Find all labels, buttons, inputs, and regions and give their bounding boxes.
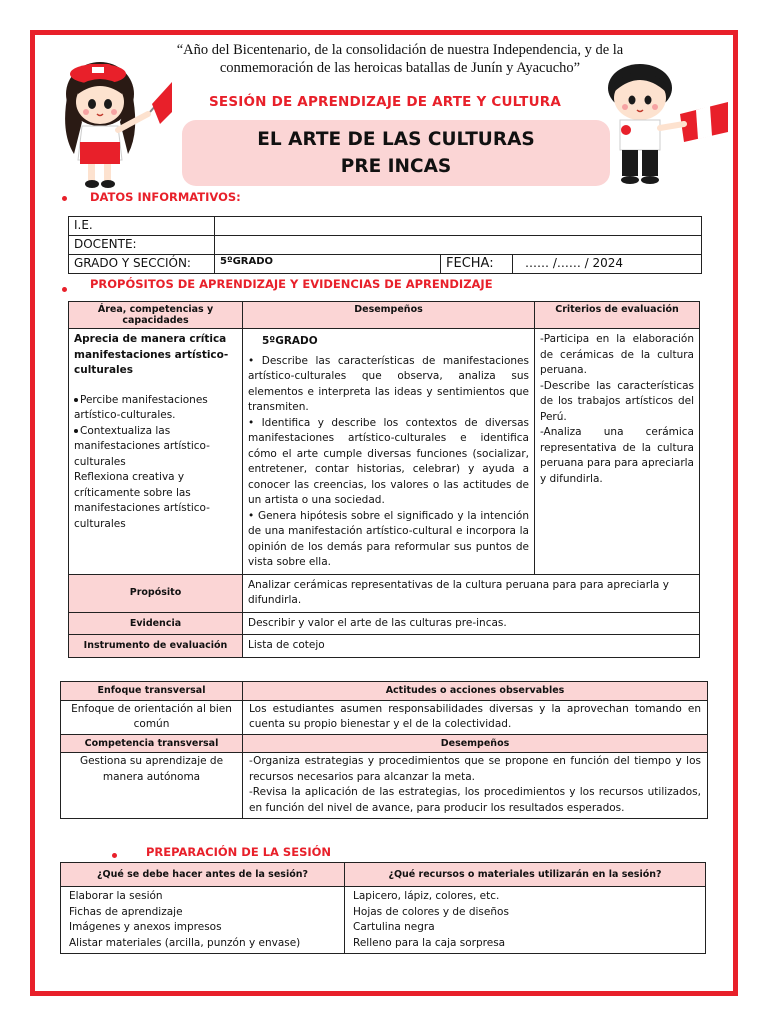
proposito-value: Analizar cerámicas representativas de la cultura peruana para para apreciarla y difundirla. [243,574,700,612]
bullet-propositos [62,287,67,292]
criterios-cell [535,329,700,575]
col-criterios-header: Criterios de evaluación [535,302,700,329]
enfoque-value: Enfoque de orientación al bien común [61,700,243,734]
desempeno-1: • Describe las características de manifestaciones artístico-culturales que observa, analiza sus elementos e interpreta las ideas y sentimientos que transmiten. [248,354,529,413]
preparacion-heading: PREPARACIÓN DE LA SESIÓN [146,845,332,859]
preparacion-table [60,862,706,954]
competencia-transversal-header: Competencia transversal [61,734,243,753]
actitudes-value: Los estudiantes asumen responsabilidades diversas y la aprovechan tomando en cuenta su propio bienestar y el de la colectividad. [243,700,708,734]
desempeno-transversal-2: -Revisa la aplicación de las estrategias, los procedimientos y los recursos utilizados, en función del nivel de avance, para producir los resultados esperados. [249,786,701,814]
list-item: Lapicero, lápiz, colores, etc. [353,890,500,902]
motto-line-1: “Año del Bicentenario, de la consolidación de nuestra Independencia, y de la [176,42,624,58]
grado-text: 5ºGRADO [262,335,318,347]
criterio-3: -Analiza una cerámica representativa de la cultura peruana para para apreciarla y difundirla. [540,426,694,485]
motto-line-2: conmemoración de las heroicas batallas de Junín y Ayacucho” [219,60,581,76]
actitudes-header: Actitudes o acciones observables [243,682,708,701]
propositos-table [68,301,700,658]
propositos-heading: PROPÓSITOS DE APRENDIZAJE Y EVIDENCIAS DE APRENDIZAJE [90,277,493,291]
antes-header: ¿Qué se debe hacer antes de la sesión? [61,863,345,887]
bicentennial-motto [130,41,670,77]
desempeno-2: • Identifica y describe los contextos de diversas manifestaciones artístico-culturales e identifica cómo el arte cumple diversas funciones (socializar, entretener, contar historias, celebrar) y ayuda a conocer las creencias, los valores o las actitudes de un artista o una sociedad. [248,416,529,506]
col-area-header: Área, competencias y capacidades [69,302,243,329]
list-dot [74,398,78,402]
recursos-header: ¿Qué recursos o materiales utilizarán en la sesión? [345,863,706,887]
grado-label: GRADO Y SECCIÓN: [69,255,215,274]
area-cell [69,329,243,575]
evidencia-value: Describir y valor el arte de las culturas pre-incas. [243,612,700,635]
capacidad-3: Reflexiona creativa y críticamente sobre las manifestaciones artístico-culturales [74,471,210,530]
bullet-datos [62,196,67,201]
col-desempenos-header: Desempeños [243,302,535,329]
antes-cell [61,887,345,954]
criterio-2: -Describe las características de los trabajos artísticos del Perú. [540,379,694,423]
datos-heading: DATOS INFORMATIVOS: [90,190,241,204]
fecha-value: …… /…… / 2024 [513,255,702,274]
enfoque-header: Enfoque transversal [61,682,243,701]
list-item: Imágenes y anexos impresos [69,921,222,933]
proposito-label: Propósito [69,574,243,612]
info-table [68,216,702,274]
list-dot [74,429,78,433]
session-title: SESIÓN DE APRENDIZAJE DE ARTE Y CULTURA [209,94,561,110]
fecha-label: FECHA: [441,255,513,274]
desempeno-3: • Genera hipótesis sobre el significado y la intención de una manifestación artístico-cultural e incorpora la opinión de los demás para reformular sus puntos de vista sobre ella. [248,509,529,568]
ie-label: I.E. [69,217,215,236]
main-title-box [182,120,610,186]
list-item: Alistar materiales (arcilla, punzón y envase) [69,936,301,949]
list-item: Hojas de colores y de diseños [353,905,509,918]
desempenos-cell [243,329,535,575]
desempenos-transversal-cell [243,753,708,819]
desempenos-transversal-header: Desempeños [243,734,708,753]
competencia-text: Aprecia de manera crítica manifestaciones artístico-culturales [74,333,229,376]
docente-value [215,236,702,255]
docente-label: DOCENTE: [69,236,215,255]
capacidad-1: Percibe manifestaciones artístico-culturales. [74,393,208,421]
main-title: EL ARTE DE LAS CULTURAS PRE INCAS [257,129,535,177]
criterio-1: -Participa en la elaboración de cerámicas de la cultura peruana. [540,333,694,376]
desempeno-transversal-1: -Organiza estrategias y procedimientos que se propone en función del tiempo y los recursos necesarios para alcanzar la meta. [249,755,701,783]
instrumento-value: Lista de cotejo [243,635,700,658]
recursos-cell [345,887,706,954]
evidencia-label: Evidencia [69,612,243,635]
enfoque-table [60,681,708,819]
list-item: Relleno para la caja sorpresa [353,936,506,949]
capacidad-2: Contextualiza las manifestaciones artístico-culturales [74,424,210,468]
ie-value [215,217,702,236]
list-item: Cartulina negra [353,921,435,933]
competencia-transversal-value: Gestiona su aprendizaje de manera autónoma [61,753,243,819]
list-item: Fichas de aprendizaje [69,905,183,918]
boy-with-flag-illustration [592,58,730,188]
instrumento-label: Instrumento de evaluación [69,635,243,658]
bullet-preparacion [112,853,117,858]
grado-value: 5ºGRADO [215,255,441,274]
list-item: Elaborar la sesión [69,890,163,902]
